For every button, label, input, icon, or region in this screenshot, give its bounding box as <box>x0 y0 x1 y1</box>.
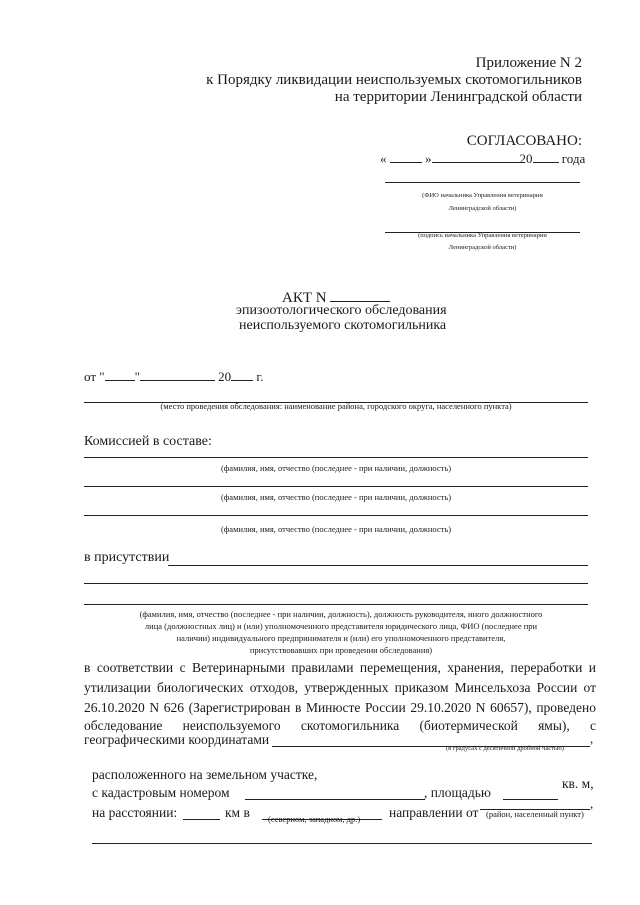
act-year-prefix: 20 <box>218 369 232 384</box>
approval-close-quote: » <box>425 151 432 166</box>
presence-field-2[interactable] <box>84 583 588 584</box>
approval-year-field[interactable] <box>533 149 559 163</box>
distance-label: на расстоянии: <box>92 805 178 820</box>
presence-field-1[interactable] <box>168 565 588 566</box>
body-line-3: 26.10.2020 N 626 (Зарегистрирован в Минюсте России 29.10.2020 N 60657), проведено <box>84 700 596 715</box>
commission-member-3-caption: (фамилия, имя, отчество (последнее - при наличии, должность) <box>220 524 452 534</box>
act-subtitle-1: эпизоотологического обследования <box>236 303 447 318</box>
act-month-field[interactable] <box>140 367 215 381</box>
approval-year-word: года <box>561 151 586 166</box>
act-date <box>84 367 264 385</box>
presence-caption-4: присутствовавших при проведении обследования) <box>249 645 433 655</box>
presence-caption-1: (фамилия, имя, отчество (последнее - при наличии, должность), должность руководителя, иного должностного <box>139 609 543 619</box>
area-label: , площадью <box>424 785 491 800</box>
approval-year-prefix: 20 <box>519 151 533 166</box>
commission-member-3-field[interactable] <box>84 515 588 516</box>
geo-label: географическими координатами <box>84 732 270 747</box>
direction-caption: (северном, западном, др.) <box>268 814 361 824</box>
approval-signature-caption-2: Ленинградской области) <box>448 244 517 251</box>
from-place-caption: (район, населенный пункт) <box>486 809 584 819</box>
commission-member-2-caption: (фамилия, имя, отчество (последнее - при наличии, должность) <box>220 492 452 502</box>
approval-open-quote: « <box>380 151 387 166</box>
act-number-field[interactable] <box>330 288 390 302</box>
approval-month-field[interactable] <box>432 149 520 163</box>
act-date-quote: " <box>134 369 140 384</box>
direction-label: направлении от <box>389 805 479 820</box>
presence-label: в присутствии <box>84 550 170 565</box>
presence-field-3[interactable] <box>84 604 588 605</box>
approval-day-field[interactable] <box>390 149 422 163</box>
approval-date <box>380 149 590 167</box>
appendix-number: Приложение N 2 <box>475 55 582 71</box>
appendix-order-title: к Порядку ликвидации неиспользуемых скотомогильников <box>206 72 582 88</box>
distance-field[interactable] <box>183 819 220 820</box>
area-field[interactable] <box>503 799 558 800</box>
approval-name-caption-2: Ленинградской области) <box>448 205 517 212</box>
act-year-field[interactable] <box>231 367 253 381</box>
approval-signature-caption-1: (подпись начальника Управления ветеринарии <box>418 232 547 239</box>
appendix-region: на территории Ленинградской области <box>334 89 582 105</box>
presence-caption-3: наличии) индивидуального предпринимателя и (или) его уполномоченного представителя, <box>176 633 506 643</box>
body-line-2: утилизации биологических отходов, утвержденных приказом Минсельхоза России от <box>84 680 596 695</box>
approval-name-field[interactable] <box>385 182 580 183</box>
act-day-field[interactable] <box>105 367 135 381</box>
geo-comma: , <box>590 731 594 746</box>
cadastral-number-field[interactable] <box>245 799 425 800</box>
act-date-from: от " <box>84 369 105 384</box>
place-caption: (место проведения обследования: наименование района, городского округа, населенного пункта) <box>160 401 512 411</box>
location-extra-field[interactable] <box>92 843 592 844</box>
commission-label: Комиссией в составе: <box>84 434 212 449</box>
approval-title: СОГЛАСОВАНО: <box>466 133 582 149</box>
body-line-4: обследование неиспользуемого скотомогильника (биотермической ямы), с <box>84 718 596 733</box>
area-unit: кв. м, <box>562 776 594 791</box>
cadastral-label: с кадастровым номером <box>92 785 230 800</box>
act-subtitle-2: неиспользуемого скотомогильника <box>239 318 447 333</box>
from-place-comma: , <box>590 796 594 811</box>
approval-name-caption-1: (ФИО начальника Управления ветеринарии <box>422 192 543 199</box>
commission-member-2-field[interactable] <box>84 486 588 487</box>
act-title-label: АКТ N <box>282 290 327 306</box>
act-year-suffix: г. <box>256 369 264 384</box>
km-label: км в <box>225 805 250 820</box>
commission-member-1-caption: (фамилия, имя, отчество (последнее - при наличии, должность) <box>220 463 452 473</box>
location-line-1: расположенного на земельном участке, <box>92 767 318 782</box>
geo-caption: (в градусах с десятичной дробной частью) <box>446 745 564 752</box>
body-line-1: в соответствии с Ветеринарными правилами перемещения, хранения, переработки и <box>84 660 596 675</box>
presence-caption-2: лица (должностных лиц) и (или) уполномоченного представителя юридического лица, ФИО (последнее при <box>144 621 538 631</box>
commission-member-1-field[interactable] <box>84 457 588 458</box>
